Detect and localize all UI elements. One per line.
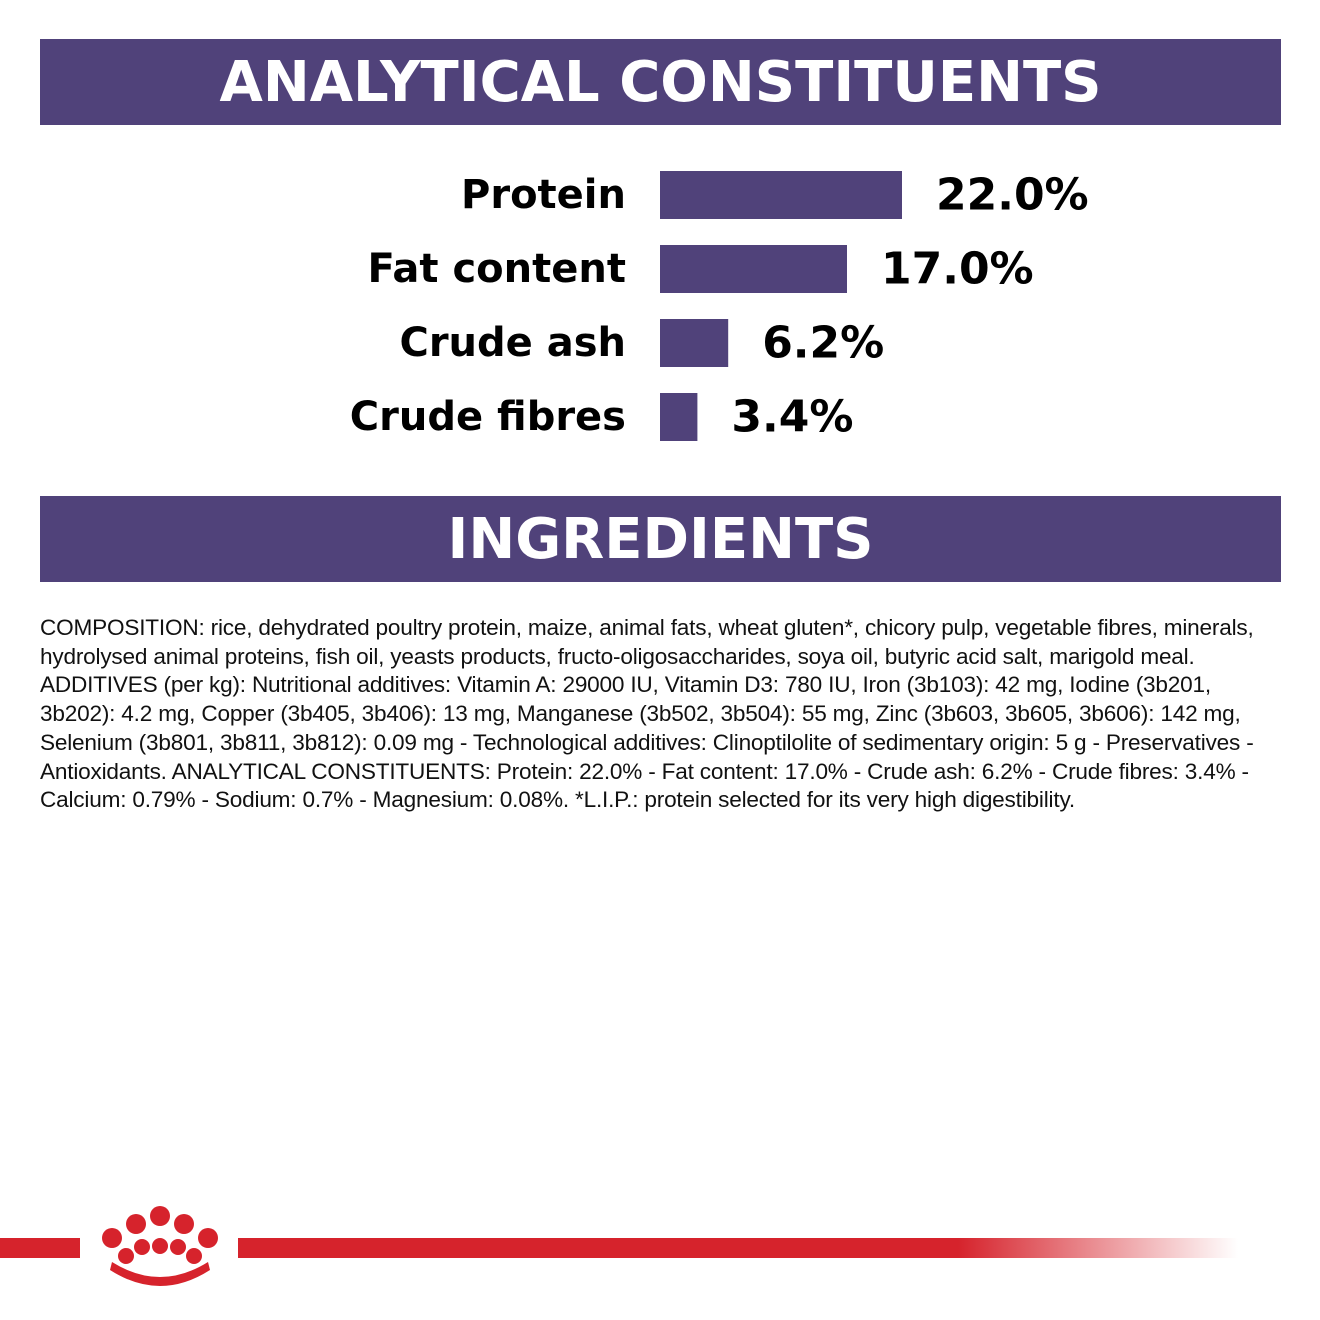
ingredients-banner (40, 496, 1281, 582)
bar (660, 171, 902, 219)
value-label: 17.0% (881, 243, 1034, 295)
analytical-constituents-chart (0, 150, 1320, 460)
category-label: Fat content (367, 246, 626, 292)
value-label: 22.0% (936, 169, 1089, 221)
value-label: 3.4% (731, 391, 854, 443)
bar (660, 393, 697, 441)
bar (660, 245, 847, 293)
royal-canin-crown-icon (102, 1206, 218, 1286)
value-label: 6.2% (762, 317, 885, 369)
bar (660, 319, 728, 367)
category-label: Crude ash (399, 320, 626, 366)
brand-footer (0, 1200, 1320, 1300)
category-label: Protein (461, 172, 626, 218)
category-label: Crude fibres (349, 394, 626, 440)
composition-text: COMPOSITION: rice, dehydrated poultry protein, maize, animal fats, wheat gluten*, chicory pulp, vegetable fibres, minerals, hydrolysed animal proteins, fish oil, yeasts products, fructo-oligosaccharides, soya oil, butyric acid salt, marigold meal. ADDITIVES (per kg): Nutritional additives: Vitamin A: 29000 IU, Vitamin D3: 780 IU, Iron (3b103): 42 mg, Iodine (3b201, 3b202): 4.2 mg, Copper (3b405, 3b406): 13 mg, Manganese (3b502, 3b504): 55 mg, Zinc (3b603, 3b605, 3b606): 142 mg, Selenium (3b801, 3b811, 3b812): 0.09 mg - Technological additives: Clinoptilolite of sedimentary origin: 5 g - Preservatives - Antioxidants. ANALYTICAL CONSTITUENTS: Protein: 22.0% - Fat content: 17.0% - Crude ash: 6.2% - Crude fibres: 3.4% - Calcium: 0.79% - Sodium: 0.7% - Magnesium: 0.08%. *L.I.P.: protein selected for its very high digestibility. (40, 615, 1254, 813)
ingredients-title: INGREDIENTS (447, 506, 874, 572)
brand-stripe-right (238, 1238, 1238, 1258)
analytical-constituents-title: ANALYTICAL CONSTITUENTS (219, 49, 1102, 115)
analytical-constituents-banner (40, 39, 1281, 125)
brand-stripe-left (0, 1238, 80, 1258)
